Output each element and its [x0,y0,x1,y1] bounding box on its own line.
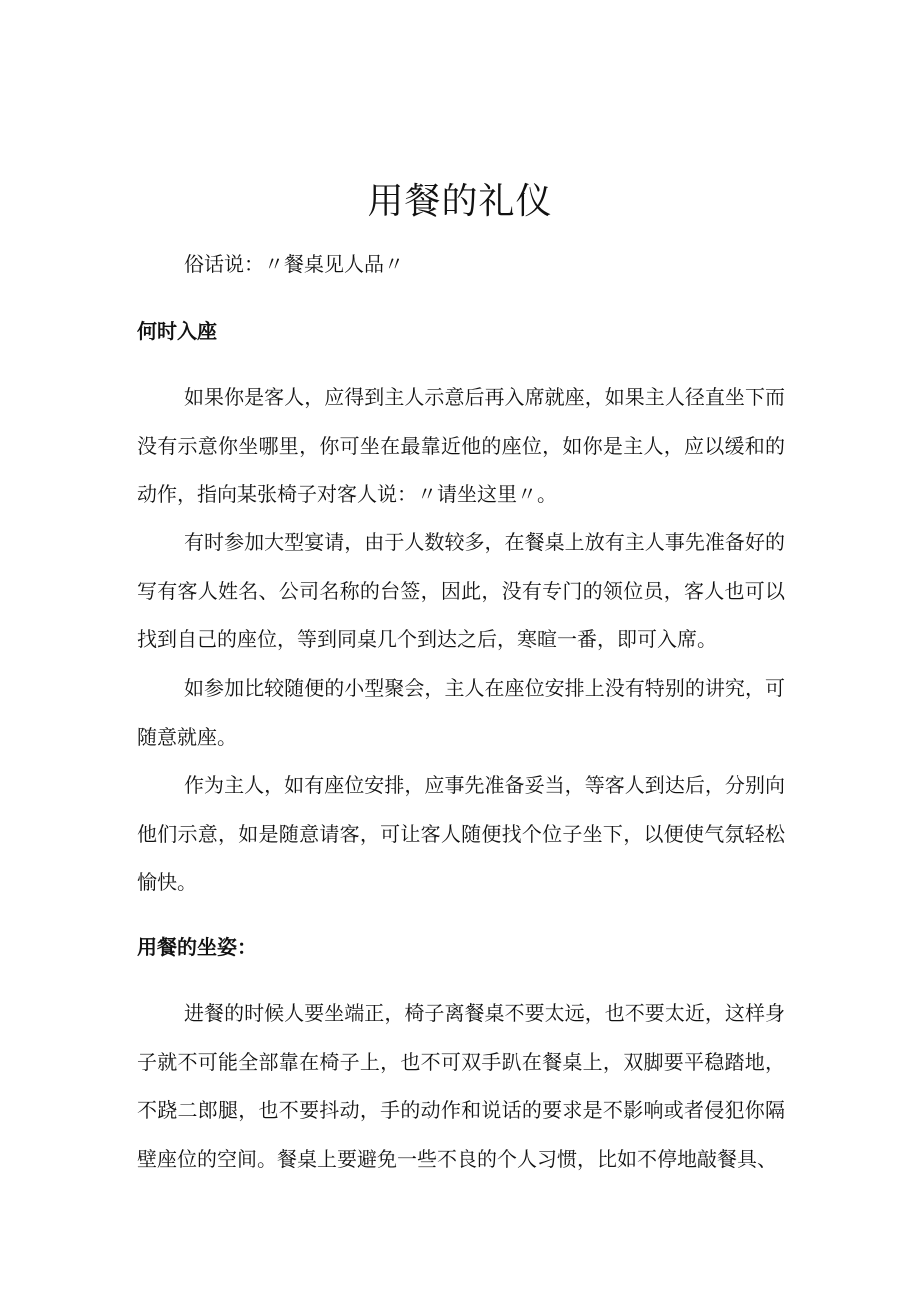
section-heading-sitting-posture: 用餐的坐姿： [137,935,257,959]
proverb-line: 俗话说：〃餐桌见人品〃 [184,252,404,276]
paragraph: 如果你是客人，应得到主人示意后再入席就座，如果主人径直坐下而没有示意你坐哪里，你可坐在最靠近他的座位，如你是主人，应以缓和的动作，指向某张椅子对客人说：〃请坐这里〃。 [137,385,785,507]
paragraph: 进餐的时候人要坐端正，椅子离餐桌不要太远，也不要太近，这样身子就不可能全部靠在椅子上，也不可双手趴在餐桌上，双脚要平稳踏地，不跷二郎腿，也不要抖动，手的动作和说话的要求是不影响或者侵犯你隔壁座位的空间。餐桌上要避免一些不良的个人习惯，比如不停地敲餐具、 [137,1001,785,1171]
section-heading-seating-time: 何时入座 [137,319,217,343]
paragraph: 有时参加大型宴请，由于人数较多，在餐桌上放有主人事先准备好的写有客人姓名、公司名称的台签，因此，没有专门的领位员，客人也可以找到自己的座位，等到同桌几个到达之后，寒暄一番，即可入席。 [137,530,785,652]
paragraph: 作为主人，如有座位安排，应事先准备妥当，等客人到达后，分别向他们示意，如是随意请客，可让客人随便找个位子坐下，以便使气氛轻松愉快。 [137,773,785,895]
paragraph: 如参加比较随便的小型聚会，主人在座位安排上没有特别的讲究，可随意就座。 [137,676,785,749]
document-title: 用餐的礼仪 [367,181,553,223]
